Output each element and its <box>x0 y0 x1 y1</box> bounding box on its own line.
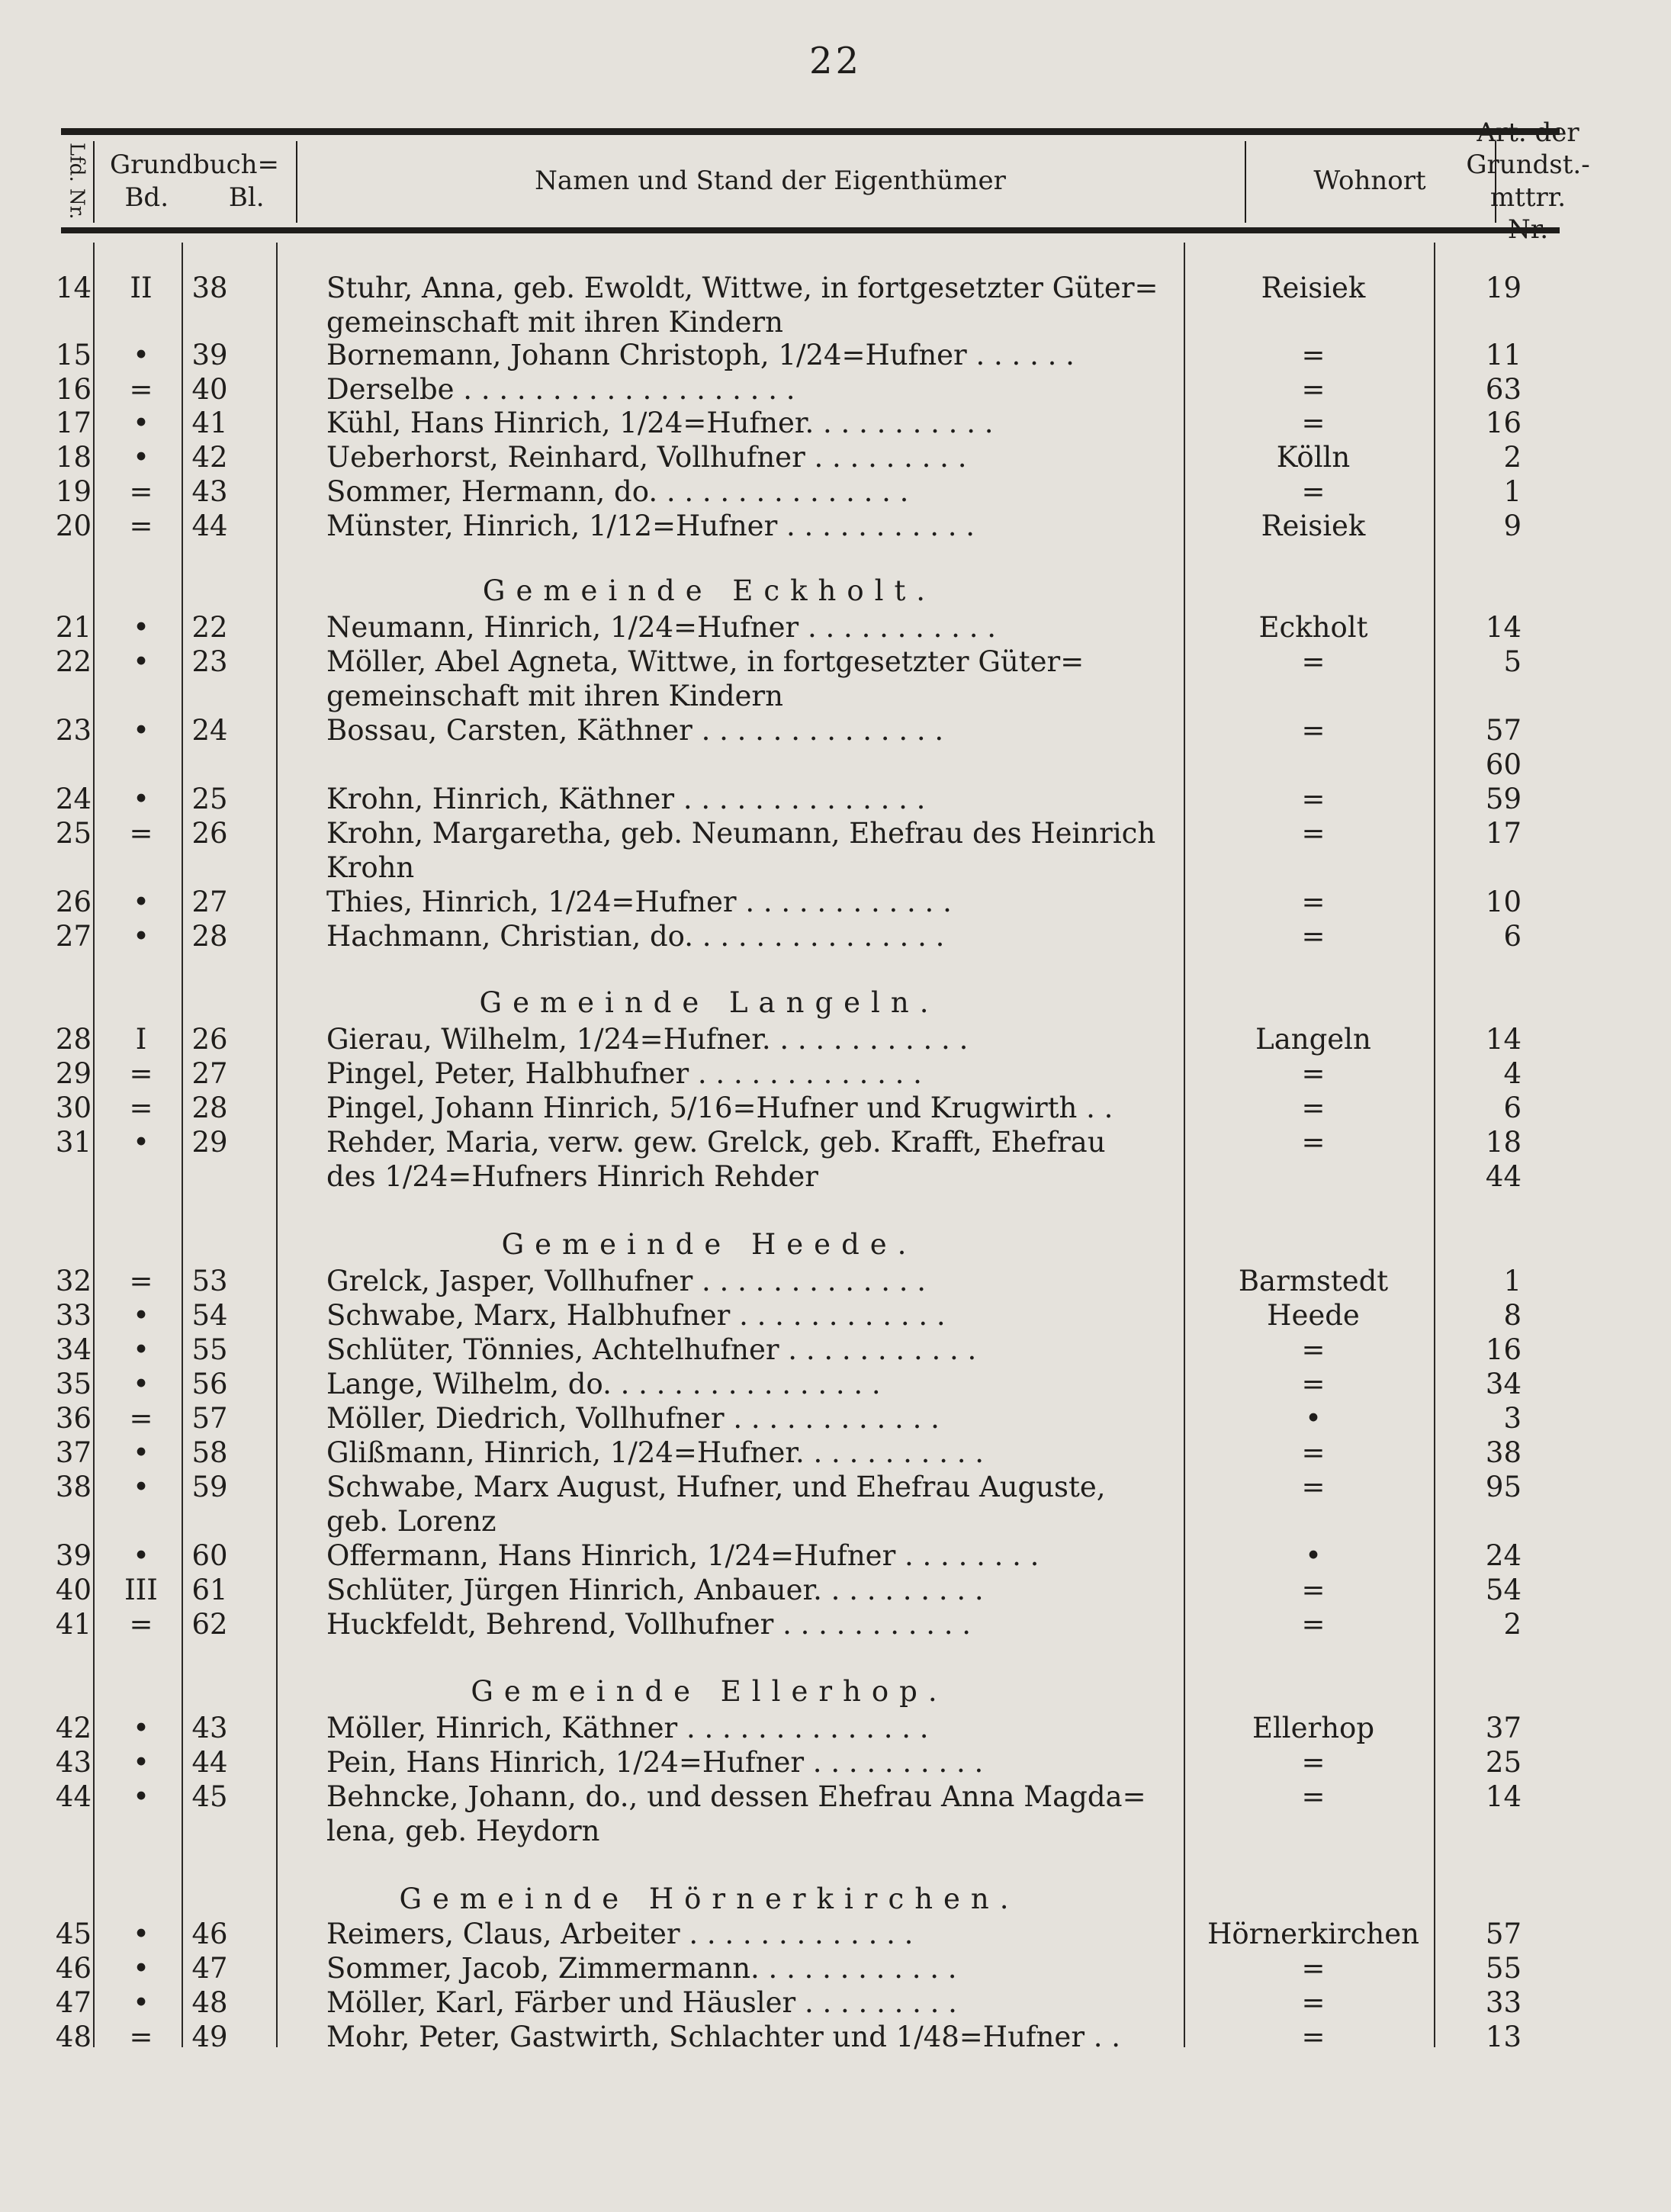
table-row <box>0 816 1671 850</box>
bd-cell: = <box>129 1265 153 1297</box>
lfd-nr-cell: 38 <box>55 1471 92 1503</box>
bl-cell: 44 <box>191 1746 228 1779</box>
section-title: Gemeinde Heede. <box>501 1228 917 1261</box>
bd-cell: = <box>129 817 153 850</box>
lfd-nr-cell: 21 <box>55 611 92 644</box>
owner-name-cell: Ueberhorst, Reinhard, Vollhufner . . . . . . . . . <box>326 441 967 474</box>
bd-cell: I <box>135 1023 147 1056</box>
table-row <box>0 1814 1671 1848</box>
wohnort-cell: = <box>1301 1952 1326 1985</box>
art-nr-cell: 57 <box>1485 1918 1522 1950</box>
owner-name-cell: geb. Lorenz <box>326 1505 496 1538</box>
art-nr-cell: 5 <box>1503 645 1522 678</box>
lfd-nr-cell: 24 <box>55 783 92 815</box>
wohnort-cell: = <box>1301 1574 1326 1606</box>
art-nr-cell: 54 <box>1485 1574 1522 1606</box>
owner-name-cell: Kühl, Hans Hinrich, 1/24=Hufner. . . . . . . . . . . <box>326 407 994 439</box>
wohnort-cell: = <box>1301 339 1326 371</box>
art-nr-cell: 14 <box>1485 1780 1522 1813</box>
table-row <box>0 1573 1671 1607</box>
bl-cell: 62 <box>191 1608 228 1641</box>
owner-name-cell: Krohn <box>326 851 415 884</box>
lfd-nr-cell: 39 <box>55 1539 92 1572</box>
wohnort-cell: Ellerhop <box>1252 1712 1375 1744</box>
wohnort-cell: = <box>1301 886 1326 918</box>
owner-name-cell: Offermann, Hans Hinrich, 1/24=Hufner . . . . . . . . <box>326 1539 1040 1572</box>
wohnort-cell: Reisiek <box>1261 510 1366 542</box>
lfd-nr-cell: 29 <box>55 1057 92 1090</box>
bl-cell: 49 <box>191 2021 228 2053</box>
bl-cell: 27 <box>191 886 228 918</box>
bd-cell: = <box>129 373 153 406</box>
table-row <box>0 271 1671 305</box>
owner-name-cell: Möller, Diedrich, Vollhufner . . . . . . . . . . . . <box>326 1402 940 1435</box>
lfd-nr-cell: 18 <box>55 441 92 474</box>
table-row <box>0 1917 1671 1951</box>
table-row <box>0 1333 1671 1367</box>
table-row <box>0 305 1671 339</box>
table-row <box>0 1780 1671 1814</box>
table-row <box>0 610 1671 645</box>
owner-name-cell: Stuhr, Anna, geb. Ewoldt, Wittwe, in fortgesetzter Güter= <box>326 272 1158 304</box>
art-nr-cell: 25 <box>1485 1746 1522 1779</box>
bd-cell: = <box>129 1608 153 1641</box>
art-nr-cell: 6 <box>1503 920 1522 953</box>
lfd-nr-cell: 15 <box>55 339 92 371</box>
wohnort-cell: = <box>1301 1057 1326 1090</box>
art-nr-cell: 2 <box>1503 441 1522 474</box>
header-art: Art. der Grundst.- mttrr. Nr. <box>1466 117 1590 245</box>
lfd-nr-cell: 31 <box>55 1126 92 1159</box>
bl-cell: 27 <box>191 1057 228 1090</box>
wohnort-cell: = <box>1301 373 1326 406</box>
header-grundbuch <box>95 135 294 227</box>
table-row <box>0 1298 1671 1333</box>
owner-name-cell: Glißmann, Hinrich, 1/24=Hufner. . . . . . . . . . . <box>326 1436 985 1469</box>
wohnort-cell: Kölln <box>1276 441 1351 474</box>
bd-cell: • <box>133 886 149 918</box>
art-nr-cell: 16 <box>1485 407 1522 439</box>
lfd-nr-cell: 17 <box>55 407 92 439</box>
bl-cell: 58 <box>191 1436 228 1469</box>
table-row <box>0 919 1671 953</box>
owner-name-cell: Möller, Hinrich, Käthner . . . . . . . . . . . . . . <box>326 1712 929 1744</box>
table-row <box>0 440 1671 474</box>
bl-cell: 40 <box>191 373 228 406</box>
table-row <box>0 509 1671 543</box>
header-lfd-nr: Lfd. Nr. <box>65 143 88 220</box>
wohnort-cell: Barmstedt <box>1238 1265 1389 1297</box>
lfd-nr-cell: 14 <box>55 272 92 304</box>
bl-cell: 28 <box>191 1092 228 1124</box>
art-nr-cell: 3 <box>1503 1402 1522 1435</box>
bl-cell: 43 <box>191 475 228 508</box>
art-nr-cell: 55 <box>1485 1952 1522 1985</box>
owner-name-cell: gemeinschaft mit ihren Kindern <box>326 306 783 339</box>
lfd-nr-cell: 48 <box>55 2021 92 2053</box>
table-row <box>0 1436 1671 1470</box>
wohnort-cell: = <box>1301 1471 1326 1503</box>
bd-cell: = <box>129 1402 153 1435</box>
bd-cell: = <box>129 1092 153 1124</box>
bl-cell: 44 <box>191 510 228 542</box>
bd-cell: • <box>133 339 149 371</box>
wohnort-cell: Heede <box>1267 1299 1360 1332</box>
lfd-nr-cell: 33 <box>55 1299 92 1332</box>
bd-cell: • <box>133 1299 149 1332</box>
owner-name-cell: Pingel, Johann Hinrich, 5/16=Hufner und Krugwirth . . <box>326 1092 1113 1124</box>
bd-cell: • <box>133 1126 149 1159</box>
bd-cell: • <box>133 714 149 747</box>
owner-name-cell: Gierau, Wilhelm, 1/24=Hufner. . . . . . . . . . . . <box>326 1023 969 1056</box>
wohnort-cell: = <box>1301 1436 1326 1469</box>
owner-name-cell: Behncke, Johann, do., und dessen Ehefrau Anna Magda= <box>326 1780 1146 1813</box>
bl-cell: 46 <box>191 1918 228 1950</box>
bd-cell: • <box>133 1918 149 1950</box>
art-nr-cell: 17 <box>1485 817 1522 850</box>
bd-cell: • <box>133 1471 149 1503</box>
header-wohnort: Wohnort <box>1313 166 1426 197</box>
owner-name-cell: Schwabe, Marx, Halbhufner . . . . . . . . . . . . <box>326 1299 946 1332</box>
bd-cell: • <box>133 1539 149 1572</box>
art-nr-cell: 60 <box>1485 748 1522 781</box>
bl-cell: 48 <box>191 1986 228 2019</box>
lfd-nr-cell: 27 <box>55 920 92 953</box>
wohnort-cell: = <box>1301 783 1326 815</box>
table-row <box>0 1091 1671 1125</box>
owner-name-cell: Reimers, Claus, Arbeiter . . . . . . . . . . . . . <box>326 1918 914 1950</box>
wohnort-cell: = <box>1301 2021 1326 2053</box>
bd-cell: = <box>129 510 153 542</box>
bl-cell: 55 <box>191 1333 228 1366</box>
owner-name-cell: Bornemann, Johann Christoph, 1/24=Hufner . . . . . . <box>326 339 1075 371</box>
owner-name-cell: Grelck, Jasper, Vollhufner . . . . . . . . . . . . . <box>326 1265 927 1297</box>
wohnort-cell: = <box>1301 1092 1326 1124</box>
art-nr-cell: 4 <box>1503 1057 1522 1090</box>
table-row <box>0 1264 1671 1298</box>
bl-cell: 59 <box>191 1471 228 1503</box>
bl-cell: 43 <box>191 1712 228 1744</box>
owner-name-cell: Pein, Hans Hinrich, 1/24=Hufner . . . . . . . . . . <box>326 1746 984 1779</box>
table-row <box>0 1470 1671 1504</box>
table-row <box>0 850 1671 885</box>
art-nr-cell: 13 <box>1485 2021 1522 2053</box>
art-nr-cell: 10 <box>1485 886 1522 918</box>
owner-name-cell: Münster, Hinrich, 1/12=Hufner . . . . . . . . . . . <box>326 510 975 542</box>
lfd-nr-cell: 45 <box>55 1918 92 1950</box>
art-nr-cell: 95 <box>1485 1471 1522 1503</box>
art-nr-cell: 33 <box>1485 1986 1522 2019</box>
lfd-nr-cell: 30 <box>55 1092 92 1124</box>
table-row <box>0 1745 1671 1780</box>
lfd-nr-cell: 34 <box>55 1333 92 1366</box>
table-row <box>0 748 1671 782</box>
lfd-nr-cell: 41 <box>55 1608 92 1641</box>
wohnort-cell: Reisiek <box>1261 272 1366 304</box>
table-row <box>0 1538 1671 1573</box>
art-nr-cell: 57 <box>1485 714 1522 747</box>
table-row <box>0 1985 1671 2020</box>
bl-cell: 57 <box>191 1402 228 1435</box>
bl-cell: 23 <box>191 645 228 678</box>
lfd-nr-cell: 25 <box>55 817 92 850</box>
owner-name-cell: Bossau, Carsten, Käthner . . . . . . . . . . . . . . <box>326 714 944 747</box>
owner-name-cell: Rehder, Maria, verw. gew. Grelck, geb. Krafft, Ehefrau <box>326 1126 1106 1159</box>
table-row <box>0 474 1671 509</box>
lfd-nr-cell: 47 <box>55 1986 92 2019</box>
table-row <box>0 713 1671 748</box>
header-grundbuch-label: Grundbuch= <box>109 150 280 180</box>
owner-name-cell: lena, geb. Heydorn <box>326 1815 600 1847</box>
bd-cell: • <box>133 920 149 953</box>
owner-name-cell: Schwabe, Marx August, Hufner, und Ehefrau Auguste, <box>326 1471 1106 1503</box>
table-row <box>0 1159 1671 1194</box>
table-row <box>0 1504 1671 1538</box>
section-title: Gemeinde Ellerhop. <box>471 1675 948 1708</box>
lfd-nr-cell: 46 <box>55 1952 92 1985</box>
wohnort-cell: = <box>1301 475 1326 508</box>
bl-cell: 54 <box>191 1299 228 1332</box>
lfd-nr-cell: 22 <box>55 645 92 678</box>
table-row <box>0 1022 1671 1056</box>
table-row <box>0 1607 1671 1641</box>
bl-cell: 42 <box>191 441 228 474</box>
wohnort-cell: = <box>1301 407 1326 439</box>
art-nr-cell: 14 <box>1485 611 1522 644</box>
bl-cell: 41 <box>191 407 228 439</box>
bd-cell: • <box>133 1712 149 1744</box>
bd-cell: • <box>133 611 149 644</box>
bl-cell: 24 <box>191 714 228 747</box>
bl-cell: 29 <box>191 1126 228 1159</box>
owner-name-cell: Sommer, Hermann, do. . . . . . . . . . . . . . . <box>326 475 909 508</box>
bd-cell: • <box>133 1436 149 1469</box>
lfd-nr-cell: 28 <box>55 1023 92 1056</box>
wohnort-cell: Hörnerkirchen <box>1207 1918 1419 1950</box>
wohnort-cell: = <box>1301 1986 1326 2019</box>
art-nr-cell: 11 <box>1485 339 1522 371</box>
wohnort-cell: = <box>1301 645 1326 678</box>
bd-cell: • <box>133 441 149 474</box>
table-row <box>0 1056 1671 1091</box>
table-row <box>0 2020 1671 2054</box>
bl-cell: 28 <box>191 920 228 953</box>
wohnort-cell: = <box>1301 1368 1326 1400</box>
owner-name-cell: Schlüter, Tönnies, Achtelhufner . . . . . . . . . . . <box>326 1333 977 1366</box>
bl-cell: 26 <box>191 1023 228 1056</box>
owner-name-cell: Pingel, Peter, Halbhufner . . . . . . . . . . . . . <box>326 1057 922 1090</box>
table-row <box>0 645 1671 679</box>
owner-name-cell: Krohn, Hinrich, Käthner . . . . . . . . . . . . . . <box>326 783 926 815</box>
bd-cell: • <box>133 1780 149 1813</box>
bd-cell: • <box>133 1986 149 2019</box>
art-nr-cell: 37 <box>1485 1712 1522 1744</box>
table-row <box>0 406 1671 440</box>
section-title: Gemeinde Eckholt. <box>482 574 937 607</box>
bd-cell: • <box>133 1368 149 1400</box>
bl-cell: 61 <box>191 1574 228 1606</box>
bl-cell: 22 <box>191 611 228 644</box>
bd-cell: II <box>130 272 153 304</box>
art-nr-cell: 1 <box>1503 1265 1522 1297</box>
bl-cell: 38 <box>191 272 228 304</box>
owner-name-cell: Thies, Hinrich, 1/24=Hufner . . . . . . . . . . . . <box>326 886 952 918</box>
table-row <box>0 885 1671 919</box>
table-row <box>0 1711 1671 1745</box>
lfd-nr-cell: 37 <box>55 1436 92 1469</box>
wohnort-cell: = <box>1301 1333 1326 1366</box>
wohnort-cell: = <box>1301 1780 1326 1813</box>
lfd-nr-cell: 16 <box>55 373 92 406</box>
table-row <box>0 1125 1671 1159</box>
owner-name-cell: Derselbe . . . . . . . . . . . . . . . . . . . <box>326 373 795 406</box>
art-nr-cell: 8 <box>1503 1299 1522 1332</box>
lfd-nr-cell: 20 <box>55 510 92 542</box>
bl-cell: 47 <box>191 1952 228 1985</box>
wohnort-cell: Eckholt <box>1258 611 1368 644</box>
art-nr-cell: 6 <box>1503 1092 1522 1124</box>
table-header <box>61 117 1590 245</box>
art-nr-cell: 38 <box>1485 1436 1522 1469</box>
bl-cell: 25 <box>191 783 228 815</box>
owner-name-cell: Huckfeldt, Behrend, Vollhufner . . . . . . . . . . . <box>326 1608 972 1641</box>
owner-name-cell: Lange, Wilhelm, do. . . . . . . . . . . . . . . . <box>326 1368 881 1400</box>
art-nr-cell: 63 <box>1485 373 1522 406</box>
wohnort-cell: = <box>1301 817 1326 850</box>
page-number: 22 <box>808 40 863 82</box>
art-nr-cell: 59 <box>1485 783 1522 815</box>
art-nr-cell: 24 <box>1485 1539 1522 1572</box>
owner-name-cell: Schlüter, Jürgen Hinrich, Anbauer. . . . . . . . . . <box>326 1574 984 1606</box>
bd-cell: III <box>124 1574 158 1606</box>
art-nr-cell: 14 <box>1485 1023 1522 1056</box>
bd-cell: = <box>129 1057 153 1090</box>
lfd-nr-cell: 19 <box>55 475 92 508</box>
bl-cell: 45 <box>191 1780 228 1813</box>
lfd-nr-cell: 32 <box>55 1265 92 1297</box>
wohnort-cell: = <box>1301 920 1326 953</box>
header-bl: Bl. <box>228 182 265 213</box>
section-title: Gemeinde Hörnerkirchen. <box>399 1882 1020 1915</box>
art-nr-cell: 9 <box>1503 510 1522 542</box>
section-title: Gemeinde Langeln. <box>479 986 940 1019</box>
owner-name-cell: Neumann, Hinrich, 1/24=Hufner . . . . . . . . . . . <box>326 611 996 644</box>
bd-cell: • <box>133 1952 149 1985</box>
lfd-nr-cell: 40 <box>55 1574 92 1606</box>
owner-name-cell: Mohr, Peter, Gastwirth, Schlachter und 1/48=Hufner . . <box>326 2021 1121 2053</box>
bl-cell: 56 <box>191 1368 228 1400</box>
bd-cell: • <box>133 407 149 439</box>
bd-cell: • <box>133 783 149 815</box>
lfd-nr-cell: 36 <box>55 1402 92 1435</box>
table-row <box>0 782 1671 816</box>
lfd-nr-cell: 26 <box>55 886 92 918</box>
art-nr-cell: 18 <box>1485 1126 1522 1159</box>
art-nr-cell: 19 <box>1485 272 1522 304</box>
art-nr-cell: 16 <box>1485 1333 1522 1366</box>
bd-cell: = <box>129 475 153 508</box>
lfd-nr-cell: 23 <box>55 714 92 747</box>
art-nr-cell: 34 <box>1485 1368 1522 1400</box>
header-bd: Bd. <box>124 182 169 213</box>
header-namen: Namen und Stand der Eigenthümer <box>535 166 1006 197</box>
owner-name-cell: des 1/24=Hufners Hinrich Rehder <box>326 1160 818 1193</box>
wohnort-cell: = <box>1301 1746 1326 1779</box>
table-row <box>0 679 1671 713</box>
bl-cell: 39 <box>191 339 228 371</box>
bd-cell: • <box>133 1333 149 1366</box>
lfd-nr-cell: 35 <box>55 1368 92 1400</box>
wohnort-cell: = <box>1301 1126 1326 1159</box>
bd-cell: • <box>133 645 149 678</box>
table-row <box>0 372 1671 407</box>
table-row <box>0 1401 1671 1436</box>
bd-cell: • <box>133 1746 149 1779</box>
lfd-nr-cell: 42 <box>55 1712 92 1744</box>
wohnort-cell: = <box>1301 1608 1326 1641</box>
wohnort-cell: = <box>1301 714 1326 747</box>
owner-name-cell: Hachmann, Christian, do. . . . . . . . . . . . . . . <box>326 920 945 953</box>
art-nr-cell: 1 <box>1503 475 1522 508</box>
lfd-nr-cell: 44 <box>55 1780 92 1813</box>
wohnort-cell: Langeln <box>1255 1023 1371 1056</box>
art-nr-cell: 2 <box>1503 1608 1522 1641</box>
bl-cell: 60 <box>191 1539 228 1572</box>
bl-cell: 26 <box>191 817 228 850</box>
art-nr-cell: 44 <box>1485 1160 1522 1193</box>
owner-name-cell: Möller, Karl, Färber und Häusler . . . . . . . . . <box>326 1986 957 2019</box>
table-row <box>0 1367 1671 1401</box>
owner-name-cell: gemeinschaft mit ihren Kindern <box>326 680 783 712</box>
bd-cell: = <box>129 2021 153 2053</box>
table-row <box>0 338 1671 372</box>
lfd-nr-cell: 43 <box>55 1746 92 1779</box>
wohnort-cell: • <box>1305 1402 1322 1435</box>
bl-cell: 53 <box>191 1265 228 1297</box>
owner-name-cell: Krohn, Margaretha, geb. Neumann, Ehefrau des Heinrich <box>326 817 1156 850</box>
wohnort-cell: • <box>1305 1539 1322 1572</box>
owner-name-cell: Möller, Abel Agneta, Wittwe, in fortgesetzter Güter= <box>326 645 1085 678</box>
owner-name-cell: Sommer, Jacob, Zimmermann. . . . . . . . . . . . <box>326 1952 957 1985</box>
table-row <box>0 1951 1671 1985</box>
